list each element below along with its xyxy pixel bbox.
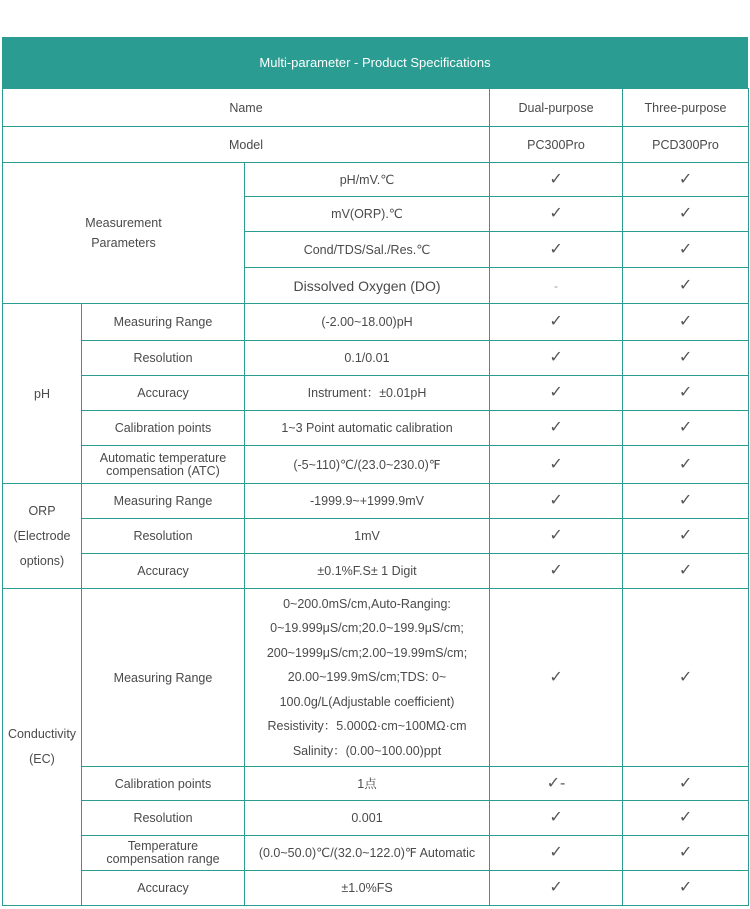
ph-param-line1: Automatic temperature xyxy=(99,450,227,465)
check-icon: ✓ xyxy=(623,376,749,411)
table-row xyxy=(3,554,749,589)
measurement-category xyxy=(3,163,245,304)
temp-param-line2: compensation range xyxy=(106,852,220,866)
conductivity-label-line1: Conductivity xyxy=(7,727,77,741)
orp-spec: 1mV xyxy=(245,519,490,554)
table-row xyxy=(3,484,749,519)
check-icon: ✓ xyxy=(623,268,749,304)
check-icon: ✓ xyxy=(623,341,749,376)
ph-spec: Instrument：±0.01pH xyxy=(245,376,490,411)
measurement-label-line2: Parameters xyxy=(91,236,156,250)
ph-param-line2: compensation (ATC) xyxy=(106,463,220,478)
check-icon: ✓ xyxy=(490,341,623,376)
conductivity-range-spec xyxy=(245,589,490,767)
ph-param xyxy=(82,446,245,484)
ph-spec: (-5~110)℃/(23.0~230.0)℉ xyxy=(245,446,490,484)
measurement-spec: Dissolved Oxygen (DO) xyxy=(245,268,490,304)
check-icon: ✓ xyxy=(490,836,623,871)
check-icon: ✓ xyxy=(490,304,623,341)
orp-param: Measuring Range xyxy=(82,484,245,519)
conductivity-spec: (0.0~50.0)℃/(32.0~122.0)℉ Automatic xyxy=(245,836,490,871)
check-icon: ✓ xyxy=(490,871,623,906)
table-row xyxy=(3,304,749,341)
check-icon: ✓ xyxy=(623,304,749,341)
check-icon: ✓ xyxy=(490,446,623,484)
range-line: 100.0g/L(Adjustable coefficient) xyxy=(279,694,455,709)
ph-category: pH xyxy=(3,304,82,484)
name-row xyxy=(3,89,749,127)
conductivity-label-line2: (EC) xyxy=(29,752,55,766)
check-icon: ✓ xyxy=(623,554,749,589)
measurement-spec: mV(ORP).℃ xyxy=(245,197,490,232)
measurement-spec: Cond/TDS/Sal./Res.℃ xyxy=(245,232,490,268)
check-icon: ✓ xyxy=(623,232,749,268)
check-icon: ✓ xyxy=(490,589,623,767)
table-row xyxy=(3,376,749,411)
check-icon: ✓ xyxy=(623,801,749,836)
conductivity-category xyxy=(3,589,82,906)
model-row xyxy=(3,127,749,163)
model-label: Model xyxy=(3,127,490,163)
table-row xyxy=(3,519,749,554)
col-dual-purpose: Dual-purpose xyxy=(490,89,623,127)
check-icon: ✓ xyxy=(490,411,623,446)
orp-label-line3: options) xyxy=(19,553,65,568)
check-icon: ✓ xyxy=(490,376,623,411)
col-three-purpose: Three-purpose xyxy=(623,89,749,127)
name-label: Name xyxy=(3,89,490,127)
table-row xyxy=(3,801,749,836)
conductivity-param: Calibration points xyxy=(82,767,245,801)
check-icon: ✓ xyxy=(623,836,749,871)
measurement-spec: pH/mV.℃ xyxy=(245,163,490,197)
check-icon: ✓ xyxy=(623,589,749,767)
table-row xyxy=(3,411,749,446)
table-row xyxy=(3,341,749,376)
range-line: Resistivity：5.000Ω·cm~100MΩ·cm xyxy=(267,719,467,734)
conductivity-param: Resolution xyxy=(82,801,245,836)
check-icon: ✓ xyxy=(623,767,749,801)
check-icon: ✓ xyxy=(623,446,749,484)
temp-param-line1: Temperature xyxy=(127,839,199,853)
ph-param: Measuring Range xyxy=(82,304,245,341)
spec-table xyxy=(2,88,749,906)
conductivity-param: Accuracy xyxy=(82,871,245,906)
table-row xyxy=(3,871,749,906)
check-icon: ✓ xyxy=(623,519,749,554)
ph-spec: 0.1/0.01 xyxy=(245,341,490,376)
range-line: 200~1999μS/cm;2.00~19.99mS/cm; xyxy=(266,645,468,660)
table-row xyxy=(3,767,749,801)
orp-param: Accuracy xyxy=(82,554,245,589)
conductivity-spec: 1点 xyxy=(245,767,490,801)
range-line: 20.00~199.9mS/cm;TDS: 0~ xyxy=(287,670,447,685)
ph-param: Resolution xyxy=(82,341,245,376)
check-icon: ✓ xyxy=(623,411,749,446)
table-row xyxy=(3,163,749,197)
check-icon: ✓ xyxy=(490,484,623,519)
check-icon: ✓ xyxy=(490,163,623,197)
model-three: PCD300Pro xyxy=(623,127,749,163)
table-row xyxy=(3,446,749,484)
check-icon: ✓ xyxy=(490,519,623,554)
orp-label-line2: (Electrode xyxy=(13,528,71,543)
check-icon: ✓ xyxy=(490,197,623,232)
check-icon: ✓ xyxy=(490,232,623,268)
conductivity-spec: 0.001 xyxy=(245,801,490,836)
check-icon: ✓ xyxy=(623,871,749,906)
orp-spec: ±0.1%F.S± 1 Digit xyxy=(245,554,490,589)
check-icon: ✓ xyxy=(623,163,749,197)
ph-spec: (-2.00~18.00)pH xyxy=(245,304,490,341)
orp-param: Resolution xyxy=(82,519,245,554)
model-dual: PC300Pro xyxy=(490,127,623,163)
orp-category xyxy=(3,484,82,589)
check-icon: ✓ xyxy=(490,554,623,589)
table-title: Multi-parameter - Product Specifications xyxy=(2,37,748,88)
conductivity-spec: ±1.0%FS xyxy=(245,871,490,906)
conductivity-param xyxy=(82,836,245,871)
table-row xyxy=(3,836,749,871)
ph-param: Accuracy xyxy=(82,376,245,411)
conductivity-param: Measuring Range xyxy=(82,589,245,767)
orp-label-line1: ORP xyxy=(28,503,56,518)
range-line: Salinity：(0.00~100.00)ppt xyxy=(292,743,442,758)
ph-spec: 1~3 Point automatic calibration xyxy=(245,411,490,446)
ph-param: Calibration points xyxy=(82,411,245,446)
dash-mark: - xyxy=(490,268,623,304)
orp-spec: -1999.9~+1999.9mV xyxy=(245,484,490,519)
check-dash-icon: ✓- xyxy=(490,767,623,801)
table-row xyxy=(3,589,749,767)
range-line: 0~200.0mS/cm,Auto-Ranging: xyxy=(283,596,451,611)
check-icon: ✓ xyxy=(623,197,749,232)
measurement-label-line1: Measurement xyxy=(85,216,162,230)
check-icon: ✓ xyxy=(490,801,623,836)
check-icon: ✓ xyxy=(623,484,749,519)
range-line: 0~19.999μS/cm;20.0~199.9μS/cm; xyxy=(270,621,464,636)
